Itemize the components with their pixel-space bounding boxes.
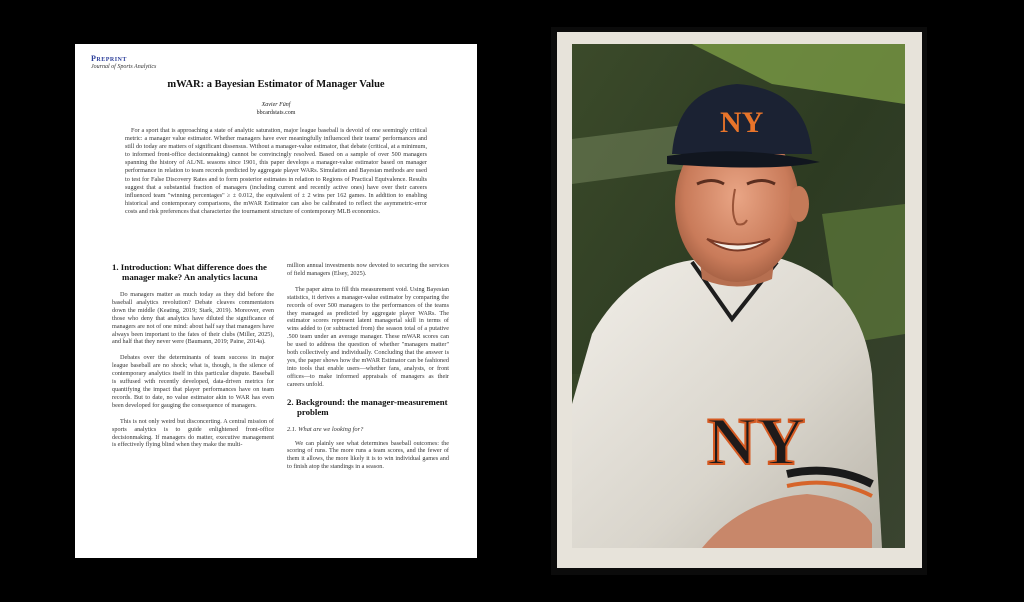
preprint-page: [75, 44, 477, 558]
paragraph: Debates over the determinants of team success in major league baseball are no shock; what is, though, is the silence of contemporary analytics itself in this particular dispute. Baseball is suffused with recently developed, data-driven metrics for quantifying the impact that player performances have on team records. But to date, no value estimator akin to WAR has even been developed for gauging the consequence of managers.: [112, 354, 274, 409]
player-photo: [572, 44, 905, 548]
preprint-label: Preprint: [91, 54, 127, 63]
ear: [789, 186, 809, 222]
right-column: [287, 262, 449, 479]
abstract: For a sport that is approaching a state of analytic saturation, major league baseball is devoid of one seemingly critical metric: a manager value estimator. Whether managers have ever meaningfully influenced their teams' performances and still do today are matters of significant dissensus. Without a manager-value estimator, that debate (critical, at a minimum, to informed front-office decisionmaking) cannot be convincingly resolved. Based on a sample of over 500 managers spanning the history of AL/NL seasons since 1901, this paper develops a manager-value estimator based on manager performance in relation to team records predicted by aggregate player WARs. Simulation and Bayesian methods are used to test for False Discovery Rates and to form posterior estimates in relation to Regions of Practical Equivalence. Results suggest that a substantial fraction of managers (including current and recently active ones) have over their careers influenced team "winning percentages" ≥ ± 0.012, the equivalent of ± 2 wins per 162 games. In addition to enabling historical and contemporary comparisons, the mWAR Estimator can also be calibrated to reflect the asymmetric-error costs and risk preferences that characterize the tournament structure of contemporary MLB economics.: [125, 127, 427, 215]
paragraph: million annual investments now devoted to securing the services of field managers (Elsey, 2025).: [287, 262, 449, 277]
section-2-heading: 2. Background: the manager-measurement problem: [287, 396, 448, 417]
cap-logo: NY: [720, 106, 764, 139]
section-1-heading: 1. Introduction: What difference does the manager make? An analytics lacuna: [112, 262, 267, 282]
subsection-heading: 2.1. What are we looking for?: [287, 425, 364, 433]
journal-name: Journal of Sports Analytics: [91, 64, 157, 70]
paragraph: This is not only weird but disconcerting. A central mission of sports analytics is to guide enlightened front-office decisionmaking. If managers do matter, executive management is effectively flying blind when they make the multi-: [112, 417, 274, 449]
jersey-lettering: NY: [707, 403, 806, 479]
player-portrait-illustration: [572, 44, 905, 548]
author-name: Xavier Fünf: [261, 102, 291, 108]
paragraph: The paper aims to fill this measurement void. Using Bayesian statistics, it derives a manager-value estimator by comparing the records of over 500 managers to the performances of the teams they managed as predicted by aggregate player WARs. The estimator scores represent latent managerial skill in terms of wins added to (or subtracted from) the season total of a putative .500 team under an average manager. These mWAR scores can be used to address the question of whether "managers matter" both collectively and individually. Concluding that the answer is yes, the paper shows how the mWAR Estimator can be fashioned into tools that enable users—whether fans, analysts, or front offices—to make informed appraisals of managers as their careers unfold.: [287, 285, 449, 388]
paragraph: We can plainly see what determines baseball outcomes: the scoring of runs. The more runs a team scores, and the fewer of them it allows, the more likely it is to win individual games and to finish atop the standings in a season.: [287, 439, 449, 471]
paragraph: Do managers matter as much today as they did before the baseball analytics revolution? Debate cleaves commentators down the middle (Keating, 2019; Stark, 2019). Moreover, even those who deny that analytics have diluted the significance of managers are not of one mind: about half say that managers have always been important to the fates of their clubs (Miller, 2025), and half that they never were (Baumann, 2019; Paine, 2014a).: [112, 291, 274, 346]
paper-title: mWAR: a Bayesian Estimator of Manager Value: [167, 79, 385, 90]
author-affiliation: bbcardstats.com: [256, 110, 296, 116]
left-column: [112, 262, 274, 457]
